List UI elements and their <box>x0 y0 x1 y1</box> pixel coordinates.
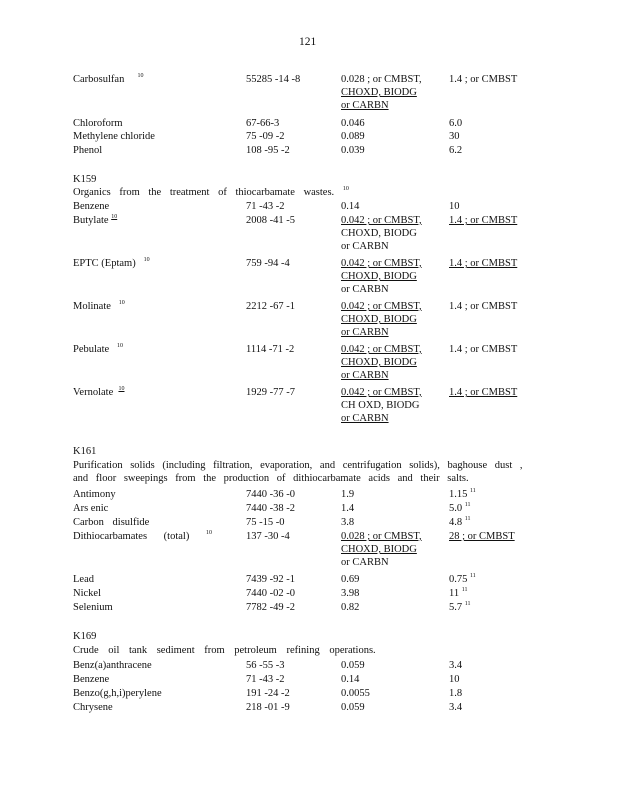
chemical-name: Molinate <box>73 301 111 312</box>
ww-standard: 3.8 <box>341 517 355 528</box>
ww-standard-line: CH OXD, BIODG <box>341 400 420 411</box>
chemical-name: Dithiocarbamates (total) <box>73 531 190 542</box>
ww-standard-line: 0.028 ; or CMBST, <box>341 74 422 85</box>
cas-number: 71 -43 -2 <box>246 674 285 685</box>
cas-number: 67-66-3 <box>246 118 280 129</box>
table-row <box>73 386 553 424</box>
nww-standard: 6.2 <box>449 145 463 156</box>
nww-standard: 30 <box>449 131 460 142</box>
table-row <box>73 214 553 252</box>
nww-standard: 4.8 <box>449 517 463 528</box>
table-row <box>73 73 553 111</box>
nww-standard: 1.4 ; or CMBST <box>449 215 518 226</box>
cas-number: 56 -55 -3 <box>246 660 285 671</box>
waste-description: Organics from the treatment of thiocarbamate wastes. $^{10}$ <box>73 186 349 198</box>
table-row <box>73 502 553 515</box>
nww-standard: 1.8 <box>449 688 463 699</box>
footnote-ref: 11 <box>464 502 471 508</box>
chemical-name: Benzo(g,h,i)perylene <box>73 688 162 699</box>
nww-standard: 11 <box>449 588 460 599</box>
table-row <box>73 601 553 614</box>
nww-standard: 6.0 <box>449 118 463 129</box>
footnote-ref: 10 <box>117 343 124 349</box>
ww-standard: 0.14 <box>341 674 360 685</box>
ww-standard: 3.98 <box>341 588 360 599</box>
nww-standard: 1.15 <box>449 489 468 500</box>
chemical-name: Pebulate <box>73 344 110 355</box>
table-row <box>73 687 553 700</box>
nww-standard: 1.4 ; or CMBST <box>449 301 518 312</box>
ww-standard: 0.82 <box>341 602 360 613</box>
nww-standard: 3.4 <box>449 702 463 713</box>
chemical-name: EPTC (Eptam) <box>73 258 136 269</box>
chemical-name: Chloroform <box>73 118 123 129</box>
cas-number: 71 -43 -2 <box>246 201 285 212</box>
chemical-name: Butylate <box>73 215 109 226</box>
ww-standard-line: or CARBN <box>341 557 389 568</box>
ww-standard-line: 0.028 ; or CMBST, <box>341 531 422 542</box>
chemical-name: Benzene <box>73 674 110 685</box>
table-row <box>73 117 553 130</box>
chemical-name: Antimony <box>73 489 116 500</box>
ww-standard: 0.0055 <box>341 688 370 699</box>
cas-number: 7782 -49 -2 <box>246 602 295 613</box>
ww-standard-line: or CARBN <box>341 327 389 338</box>
ww-standard-line: or CARBN <box>341 241 389 252</box>
ww-standard: 0.059 <box>341 702 365 713</box>
ww-standard: 1.9 <box>341 489 355 500</box>
nww-standard: 1.4 ; or CMBST <box>449 387 518 398</box>
table-row <box>73 516 553 529</box>
ww-standard-line: CHOXD, BIODG <box>341 87 417 98</box>
ww-standard-line: CHOXD, BIODG <box>341 544 417 555</box>
page-number: 121 <box>299 36 317 48</box>
nww-standard: 1.4 ; or CMBST <box>449 258 518 269</box>
footnote-ref: 11 <box>470 573 476 579</box>
table-row <box>73 573 553 586</box>
nww-standard: 1.4 ; or CMBST <box>449 74 518 85</box>
waste-code: K161 <box>73 446 97 457</box>
ww-standard: 0.046 <box>341 118 365 129</box>
cas-number: 1929 -77 -7 <box>246 387 295 398</box>
footnote-ref: 10 <box>111 214 118 220</box>
table-row <box>73 257 553 295</box>
chemical-name: Benzene <box>73 201 110 212</box>
footnote-ref: 11 <box>464 516 471 522</box>
footnote-ref: 11 <box>470 488 476 494</box>
nww-standard: 0.75 <box>449 574 468 585</box>
chemical-name: Selenium <box>73 602 113 613</box>
ww-standard: 0.69 <box>341 574 360 585</box>
waste-code: K169 <box>73 631 97 642</box>
nww-standard: 10 <box>449 201 460 212</box>
cas-number: 2212 -67 -1 <box>246 301 295 312</box>
table-row <box>73 200 553 213</box>
chemical-name: Carbon disulfide <box>73 517 150 528</box>
ww-standard-line: 0.042 ; or CMBST, <box>341 301 422 312</box>
nww-standard: 5.7 <box>449 602 463 613</box>
ww-standard: 0.039 <box>341 145 365 156</box>
ww-standard-line: 0.042 ; or CMBST, <box>341 344 422 355</box>
cas-number: 191 -24 -2 <box>246 688 290 699</box>
ww-standard-line: CHOXD, BIODG <box>341 228 417 239</box>
cas-number: 2008 -41 -5 <box>246 215 295 226</box>
chemical-name: Nickel <box>73 588 101 599</box>
ww-standard-line: or CARBN <box>341 413 389 424</box>
cas-number: 218 -01 -9 <box>246 702 290 713</box>
waste-description: Crude oil tank sediment from petroleum refining operations. <box>73 645 376 656</box>
footnote-ref: 11 <box>461 587 468 593</box>
cas-number: 1114 -71 -2 <box>246 344 295 355</box>
ww-standard-line: or CARBN <box>341 370 389 381</box>
table-row <box>73 659 553 672</box>
cas-number: 7439 -92 -1 <box>246 574 295 585</box>
ww-standard-line: CHOXD, BIODG <box>341 357 417 368</box>
chemical-name: Carbosulfan <box>73 74 125 85</box>
footnote-ref: 10 <box>205 530 212 536</box>
ww-standard-line: or CARBN <box>341 284 389 295</box>
footnote-ref: 10 <box>118 300 125 306</box>
chemical-name: Methylene chloride <box>73 131 155 142</box>
table-row <box>73 300 553 338</box>
cas-number: 55285 -14 -8 <box>246 74 301 85</box>
ww-standard-line: or CARBN <box>341 100 389 111</box>
ww-standard-line: 0.042 ; or CMBST, <box>341 215 422 226</box>
chemical-name: Benz(a)anthracene <box>73 660 152 671</box>
footnote-ref: 10 <box>118 386 125 392</box>
cas-number: 108 -95 -2 <box>246 145 290 156</box>
waste-code: K159 <box>73 174 97 185</box>
nww-standard: 3.4 <box>449 660 463 671</box>
cas-number: 759 -94 -4 <box>246 258 290 269</box>
ww-standard-line: CHOXD, BIODG <box>341 271 417 282</box>
chemical-name: Lead <box>73 574 94 585</box>
table-row <box>73 144 553 157</box>
ww-standard: 0.059 <box>341 660 365 671</box>
nww-standard: 10 <box>449 674 460 685</box>
chemical-name: Ars enic <box>73 503 109 514</box>
table-row <box>73 530 553 568</box>
table-row <box>73 343 553 381</box>
ww-standard: 1.4 <box>341 503 355 514</box>
cas-number: 7440 -02 -0 <box>246 588 295 599</box>
cas-number: 7440 -36 -0 <box>246 489 295 500</box>
chemical-name: Vernolate <box>73 387 114 398</box>
table-row <box>73 587 553 600</box>
table-row <box>73 701 553 714</box>
footnote-ref: 10 <box>137 73 144 79</box>
ww-standard-line: CHOXD, BIODG <box>341 314 417 325</box>
cas-number: 75 -09 -2 <box>246 131 285 142</box>
chemical-name: Phenol <box>73 145 103 156</box>
table-row <box>73 130 553 143</box>
ww-standard-line: 0.042 ; or CMBST, <box>341 258 422 269</box>
table-row <box>73 488 553 501</box>
footnote-ref: 10 <box>342 186 349 192</box>
footnote-ref: 11 <box>464 601 471 607</box>
table-row <box>73 673 553 686</box>
nww-standard: 5.0 <box>449 503 463 514</box>
waste-description: and floor sweepings from the production of dithiocarbamate acids and their salts. <box>73 473 469 484</box>
ww-standard: 0.14 <box>341 201 360 212</box>
waste-description: Purification solids (including filtration, evaporation, and centrifugation solids), baghouse dust , <box>73 460 523 471</box>
footnote-ref: 10 <box>143 257 150 263</box>
cas-number: 7440 -38 -2 <box>246 503 295 514</box>
ww-standard-line: 0.042 ; or CMBST, <box>341 387 422 398</box>
chemical-name: Chrysene <box>73 702 113 713</box>
nww-standard: 28 ; or CMBST <box>449 531 515 542</box>
nww-standard: 1.4 ; or CMBST <box>449 344 518 355</box>
cas-number: 137 -30 -4 <box>246 531 290 542</box>
cas-number: 75 -15 -0 <box>246 517 285 528</box>
ww-standard: 0.089 <box>341 131 365 142</box>
